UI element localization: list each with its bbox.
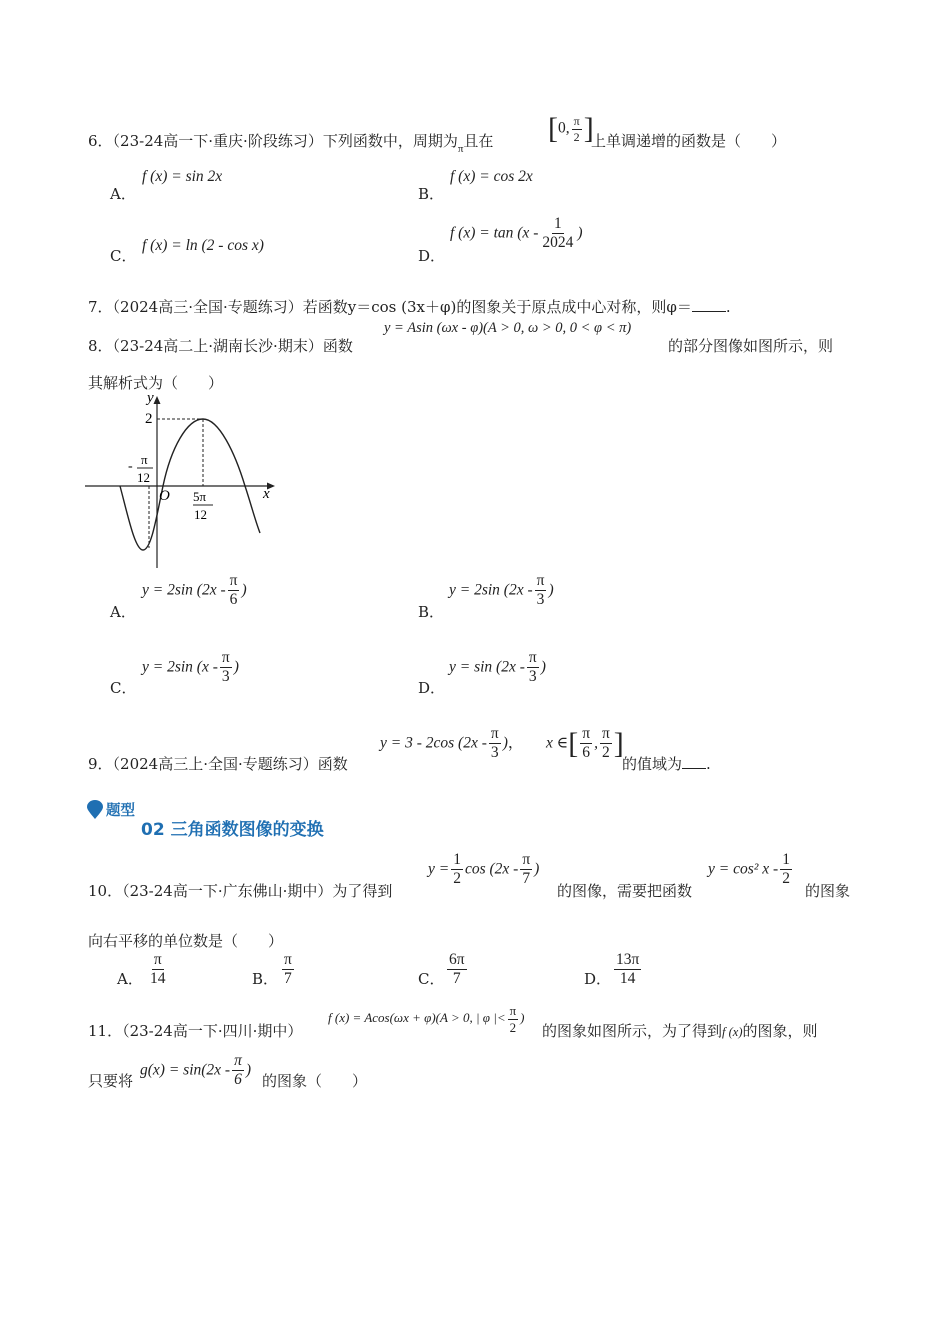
q8-option-c[interactable]: y = 2sin (x - $\frac{\pi}{3}$ ) [142, 649, 239, 686]
q7-stem: 7．（2024高三·全国·专题练习）若函数y＝cos (3x＋φ)的图象关于原点成中心对称，则φ＝ . [88, 298, 731, 316]
q10-stem-c: 的图象 [805, 882, 851, 900]
q10-option-d[interactable]: $\frac{13\pi}{14}$ [616, 951, 640, 988]
neg-tick-sign: - [128, 459, 133, 474]
q6-option-c[interactable]: f (x) = ln (2 - cos x) [142, 237, 264, 254]
q8-option-b[interactable]: y = 2sin (2x - $\frac{\pi}{3}$ ) [449, 572, 554, 609]
pos-tick-top: 5π [193, 489, 207, 504]
y-max-label: 2 [145, 411, 153, 427]
q6-option-d-label[interactable]: D． [418, 247, 446, 265]
location-pin-icon [86, 800, 104, 820]
q10-stem-b: 的图像，需要把函数 [557, 882, 693, 900]
q10-option-d-label[interactable]: D． [584, 970, 612, 988]
q10-option-b-label[interactable]: B． [252, 970, 279, 988]
q8-stem-c: 其解析式为（ ） [88, 374, 224, 392]
q9-formula: y = 3 - 2cos (2x - $\frac{\pi}{3}$ )， [380, 725, 524, 762]
q7-answer-blank[interactable] [692, 299, 726, 312]
q6-option-c-label[interactable]: C． [110, 247, 137, 265]
q11-g-formula: g(x) = sin(2x - $\frac{\pi}{6}$ ) [140, 1052, 252, 1089]
q8-option-c-label[interactable]: C． [110, 679, 137, 697]
section-tag: 题型 [106, 803, 135, 819]
q6-option-a-label[interactable]: A． [110, 185, 136, 203]
q6-option-b[interactable]: f (x) = cos 2x [450, 168, 533, 185]
q9-stem: 9．（2024高三上·全国·专题练习）函数 [88, 755, 348, 773]
q9-answer-blank[interactable] [682, 756, 706, 769]
neg-tick-top: π [141, 452, 148, 467]
q8-formula: y = Asin (ωx - φ)(A > 0, ω > 0, 0 < φ < π) [384, 320, 632, 336]
q6-option-a[interactable]: f (x) = sin 2x [142, 168, 223, 185]
q8-option-b-label[interactable]: B． [418, 603, 445, 621]
x-axis-label: x [263, 486, 270, 502]
q8-option-d-label[interactable]: D． [418, 679, 446, 697]
q11-stem-d: 的图象（ ） [262, 1072, 368, 1090]
q6-stem: 6．（23-24高一下·重庆·阶段练习）下列函数中，周期为$_\pi$且在 [88, 132, 494, 155]
section-title: 02 三角函数图像的变换 [141, 820, 324, 840]
q6-interval: [0, $\frac{\pi}{2}$ ] [548, 112, 594, 145]
q9-domain: x ∈[ $\frac{\pi}{6}$ , $\frac{\pi}{2}$ ] [546, 725, 624, 762]
q10-stem: 10．（23-24高一下·广东佛山·期中）为了得到 [88, 882, 393, 900]
pos-tick-bottom: 12 [194, 507, 207, 522]
q8-option-d[interactable]: y = sin (2x - $\frac{\pi}{3}$ ) [449, 649, 546, 686]
q11-stem: 11．（23-24高一下·四川·期中） [88, 1022, 303, 1040]
q11-stem-a: 的图象如图所示，为了得到f (x)的图象，则 [542, 1022, 818, 1040]
q10-stem-d: 向右平移的单位数是（ ） [88, 932, 284, 950]
q10-option-b[interactable]: $\frac{\pi}{7}$ [284, 951, 292, 988]
q10-option-c-label[interactable]: C． [418, 970, 445, 988]
q10-target-formula: y = $\frac{1}{2}$ cos (2x - $\frac{\pi}{7}$ ) [428, 851, 540, 888]
q10-option-a[interactable]: $\frac{\pi}{14}$ [150, 951, 166, 988]
q8-stem-b: 的部分图像如图所示，则 [668, 337, 834, 355]
q11-formula: f (x) = Acos(ωx + φ)(A > 0, | φ |< $\frac{\pi}{2}$ ) [328, 1003, 525, 1035]
y-axis-arrow-icon [154, 396, 161, 404]
q10-option-c[interactable]: $\frac{6\pi}{7}$ [449, 951, 465, 988]
q8-stem: 8．（23-24高二上·湖南长沙·期末）函数 [88, 337, 353, 355]
q6-option-b-label[interactable]: B． [418, 185, 445, 203]
q8-option-a[interactable]: y = 2sin (2x - $\frac{\pi}{6}$ ) [142, 572, 247, 609]
q8-sine-graph [85, 388, 285, 570]
q10-source-formula: y = cos² x - $\frac{1}{2}$ [708, 851, 790, 888]
origin-label: O [159, 488, 170, 504]
y-axis-label: y [147, 390, 154, 406]
q6-option-d[interactable]: f (x) = tan (x - $\frac{1}{2024}$ ) [450, 215, 583, 252]
q6-stem-end: 上单调递增的函数是（ ） [591, 132, 787, 150]
q11-stem-c: 只要将 [88, 1072, 134, 1090]
q10-option-a-label[interactable]: A． [117, 970, 143, 988]
q8-option-a-label[interactable]: A． [110, 603, 136, 621]
q9-stem-end: 的值域为 . [622, 755, 711, 773]
neg-tick-bottom: 12 [137, 470, 150, 485]
